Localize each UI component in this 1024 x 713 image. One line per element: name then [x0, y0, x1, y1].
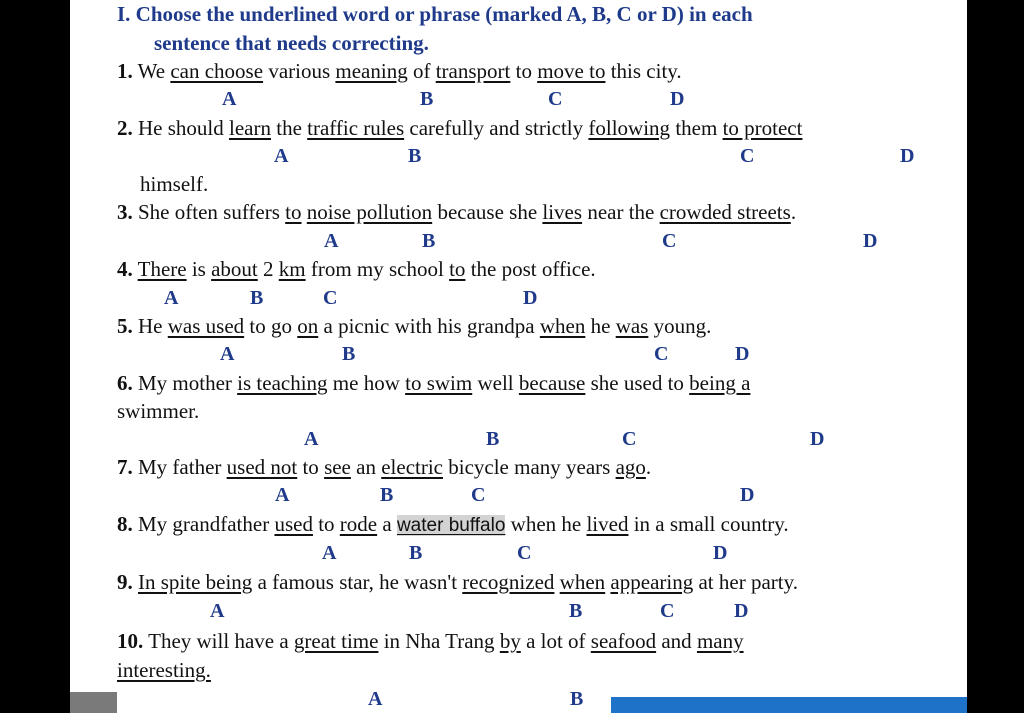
q2-continuation: himself. — [140, 172, 209, 196]
q2-option-a-text: learn — [229, 116, 271, 140]
q6-continuation: swimmer. — [117, 399, 200, 423]
q6-label-a: A — [304, 428, 319, 450]
question-number: 1. — [117, 59, 133, 83]
q2-label-a: A — [274, 145, 289, 167]
q9-option-a-text: In spite being — [138, 570, 253, 594]
q1-label-d: D — [670, 88, 685, 110]
question-6: 6. My mother is teaching me how to swim well because she used to being a — [117, 371, 751, 395]
q8-label-d: D — [713, 542, 728, 564]
q6-option-c-text: because — [518, 371, 586, 395]
question-1: 1. We can choose various meaning of transport to move to this city. — [117, 59, 682, 83]
question-number: 4. — [117, 257, 133, 281]
q10-continuation: interesting. — [117, 658, 211, 682]
q10-label-b: B — [570, 688, 584, 710]
q7-option-c-text: electric — [381, 455, 443, 479]
q7-option-d-text: ago — [615, 455, 646, 479]
question-number: 5. — [117, 314, 133, 338]
q5-option-d-text: was — [615, 314, 649, 338]
q8-option-b-text: rode — [339, 512, 378, 536]
q10-label-a: A — [368, 688, 383, 710]
q6-option-d-text: being a — [689, 371, 751, 395]
q9-option-d-text: appearing — [610, 570, 694, 594]
question-10: 10. They will have a great time in Nha Trang by a lot of seafood and many — [117, 629, 744, 653]
question-number: 7. — [117, 455, 133, 479]
q5-label-c: C — [654, 343, 669, 365]
q4-option-c-text: km — [278, 257, 306, 281]
question-number: 6. — [117, 371, 133, 395]
q7-label-c: C — [471, 484, 486, 506]
q3-label-d: D — [863, 230, 878, 252]
q1-option-b-text: meaning — [335, 59, 408, 83]
q8-option-d-text: lived — [586, 512, 629, 536]
q9-label-d: D — [734, 600, 749, 622]
exercise-heading — [117, 0, 937, 58]
q1-label-a: A — [222, 88, 237, 110]
q6-label-c: C — [622, 428, 637, 450]
question-number: 10. — [117, 629, 144, 653]
q3-label-c: C — [662, 230, 677, 252]
q5-option-b-text: on — [297, 314, 319, 338]
q8-option-c-text: water buffalo — [396, 515, 506, 536]
question-7: 7. My father used not to see an electric bicycle many years ago. — [117, 455, 652, 479]
q4-label-a: A — [164, 287, 179, 309]
q2-option-b-text: traffic rules — [307, 116, 405, 140]
q10-option-b-text: by — [499, 629, 521, 653]
q4-label-c: C — [323, 287, 338, 309]
q4-option-d-text: to — [449, 257, 466, 281]
q8-label-c: C — [517, 542, 532, 564]
q7-label-d: D — [740, 484, 755, 506]
q8-label-a: A — [322, 542, 337, 564]
q9-option-c-text: when — [559, 570, 606, 594]
q1-option-a-text: can choose — [170, 59, 264, 83]
q2-label-c: C — [740, 145, 755, 167]
question-5: 5. He was used to go on a picnic with his grandpa when he was young. — [117, 314, 712, 338]
q10-option-a-text: great time — [293, 629, 379, 653]
q8-label-b: B — [409, 542, 423, 564]
q3-option-c-text: lives — [542, 200, 583, 224]
q7-label-b: B — [380, 484, 394, 506]
q5-label-a: A — [220, 343, 235, 365]
blue-overlay-bar — [611, 697, 967, 713]
q3-option-b-text: noise pollution — [306, 200, 433, 224]
q1-option-c-text: transport — [435, 59, 511, 83]
q5-label-b: B — [342, 343, 356, 365]
question-number: 9. — [117, 570, 133, 594]
question-number: 3. — [117, 200, 133, 224]
question-4: 4. There is about 2 km from my school to the post office. — [117, 257, 596, 281]
q4-label-b: B — [250, 287, 264, 309]
q8-option-a-text: used — [274, 512, 313, 536]
q5-option-c-text: when — [539, 314, 586, 338]
q7-option-b-text: see — [324, 455, 351, 479]
q6-option-a-text: is teaching — [237, 371, 328, 395]
q4-label-d: D — [523, 287, 538, 309]
q4-option-a-text: There — [137, 257, 187, 281]
q9-label-b: B — [569, 600, 583, 622]
q6-option-b-text: to swim — [405, 371, 473, 395]
q1-label-b: B — [420, 88, 434, 110]
q1-option-d-text: move to — [537, 59, 606, 83]
question-2: 2. He should learn the traffic rules carefully and strictly following them to protect — [117, 116, 803, 140]
q3-label-b: B — [422, 230, 436, 252]
gray-corner-tab — [70, 692, 117, 713]
q2-option-c-text: following — [588, 116, 671, 140]
q6-label-b: B — [486, 428, 500, 450]
q4-option-b-text: about — [211, 257, 258, 281]
question-number: 2. — [117, 116, 133, 140]
q3-option-a-text: to — [285, 200, 302, 224]
q3-option-d-text: crowded streets — [659, 200, 791, 224]
heading-line-2: sentence that needs correcting. — [154, 31, 429, 55]
q5-option-a-text: was used — [167, 314, 245, 338]
worksheet — [70, 0, 967, 713]
q9-label-a: A — [210, 600, 225, 622]
question-8: 8. My grandfather used to rode a water buffalo when he lived in a small country. — [117, 512, 789, 536]
q2-option-d-text: to protect — [722, 116, 803, 140]
q9-option-b-text: recognized — [462, 570, 555, 594]
q1-label-c: C — [548, 88, 563, 110]
q5-label-d: D — [735, 343, 750, 365]
q3-label-a: A — [324, 230, 339, 252]
question-3: 3. She often suffers to noise pollution because she lives near the crowded streets. — [117, 200, 797, 224]
q7-option-a-text: used not — [226, 455, 298, 479]
q10-option-c-text: seafood — [590, 629, 657, 653]
q7-label-a: A — [275, 484, 290, 506]
q10-option-d-text: many — [696, 629, 744, 653]
q2-label-b: B — [408, 145, 422, 167]
q9-label-c: C — [660, 600, 675, 622]
heading-line-1: I. Choose the underlined word or phrase (marked A, B, C or D) in each — [117, 2, 753, 26]
q2-label-d: D — [900, 145, 915, 167]
question-number: 8. — [117, 512, 133, 536]
question-9: 9. In spite being a famous star, he wasn't recognized when appearing at her party. — [117, 570, 798, 594]
q6-label-d: D — [810, 428, 825, 450]
